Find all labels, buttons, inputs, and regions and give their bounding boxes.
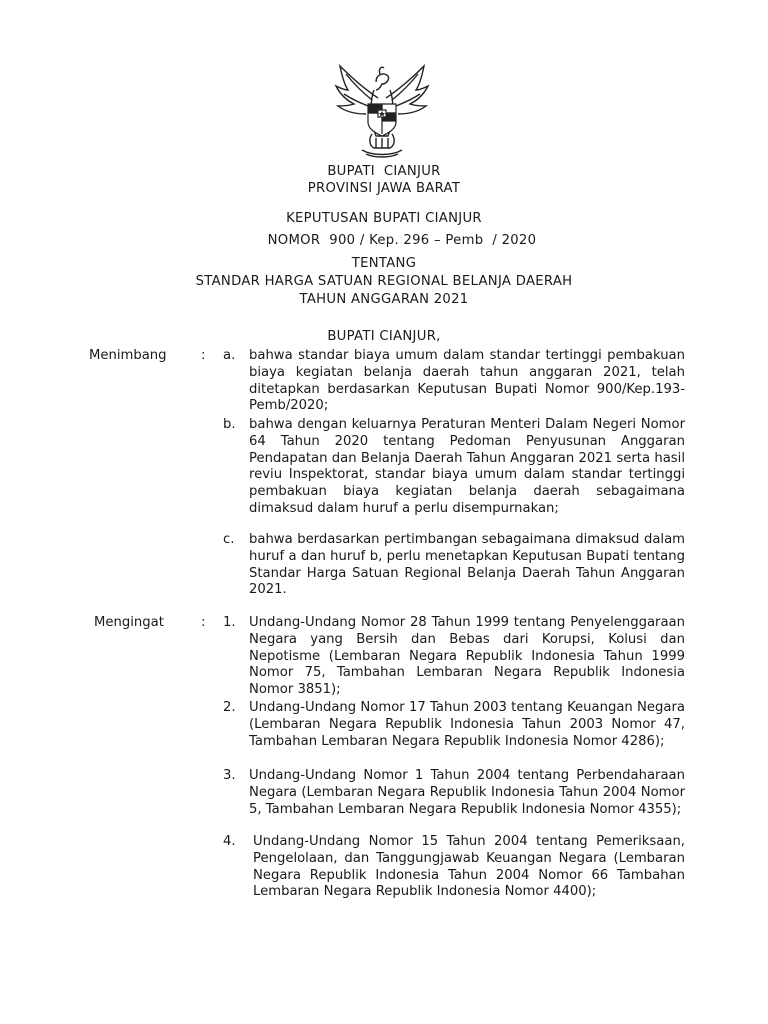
list-item-text: Undang-Undang Nomor 28 Tahun 1999 tentang Penyelenggaraan Negara yang Bersih dan Bebas dari Korupsi, Kolusi dan Nepotisme (Lembaran Negara Republik Indonesia Tahun 1999 Nomor 75, Tambahan Lembaran Negara Republik Indonesia Nomor 3851); (249, 615, 685, 698)
mengingat-label: Mengingat (94, 615, 164, 630)
budget-year: TAHUN ANGGARAN 2021 (299, 292, 469, 307)
list-item-text: Undang-Undang Nomor 17 Tahun 2003 tentang Keuangan Negara (Lembaran Negara Republik Indonesia Tahun 2003 Nomor 47, Tambahan Lembaran Negara Republik Indonesia Nomor 4286); (249, 700, 685, 749)
list-marker: 3. (223, 768, 236, 783)
decree-number: NOMOR 900 / Kep. 296 – Pemb / 2020 (267, 233, 537, 248)
tentang-heading: TENTANG (351, 256, 417, 271)
list-item-text: bahwa berdasarkan pertimbangan sebagaimana dimaksud dalam huruf a dan huruf b, perlu menetapkan Keputusan Bupati tentang Standar Harga Satuan Regional Belanja Daerah Tahun Anggaran 2021. (249, 532, 685, 598)
list-item-text: Undang-Undang Nomor 1 Tahun 2004 tentang Perbendaharaan Negara (Lembaran Negara Republik Indonesia Tahun 2004 Nomor 5, Tambahan Lembaran Negara Republik Indonesia Nomor 4355); (249, 768, 685, 817)
list-marker: 1. (223, 615, 236, 630)
list-item-text: Undang-Undang Nomor 15 Tahun 2004 tentang Pemeriksaan, Pengelolaan, dan Tanggungjawab Keuangan Negara (Lembaran Negara Republik Indonesia Tahun 2004 Nomor 66 Tambahan Lembaran Negara Republik Indonesia Nomor 4400); (253, 834, 685, 900)
decree-subject: STANDAR HARGA SATUAN REGIONAL BELANJA DAERAH (195, 274, 573, 289)
list-item-text: bahwa standar biaya umum dalam standar tertinggi pembakuan biaya kegiatan belanja daerah tahun anggaran 2021, telah ditetapkan berdasarkan Keputusan Bupati Nomor 900/Kep.193-Pemb/2020; (249, 348, 685, 414)
mengingat-colon: : (201, 615, 206, 630)
list-marker: b. (223, 417, 236, 432)
decree-title: KEPUTUSAN BUPATI CIANJUR (286, 211, 482, 226)
menimbang-colon: : (201, 348, 206, 363)
list-marker: 4. (223, 834, 236, 849)
list-marker: 2. (223, 700, 236, 715)
garuda-emblem-icon (328, 60, 436, 160)
list-marker: c. (223, 532, 235, 547)
list-marker: a. (223, 348, 236, 363)
menimbang-label: Menimbang (89, 348, 167, 363)
list-item-text: bahwa dengan keluarnya Peraturan Menteri Dalam Negeri Nomor 64 Tahun 2020 tentang Pedoman Penyusunan Anggaran Pendapatan dan Belanja Daerah Tahun Anggaran 2021 serta hasil reviu Inspektorat, standar biaya umum dalam standar tertinggi pembakuan biaya kegiatan belanja daerah sebagaimana dimaksud dalam huruf a perlu disempurnakan; (249, 417, 685, 516)
regent-salutation: BUPATI CIANJUR, (327, 329, 441, 344)
province-title: PROVINSI JAWA BARAT (307, 181, 461, 196)
regent-title: BUPATI CIANJUR (327, 164, 441, 179)
